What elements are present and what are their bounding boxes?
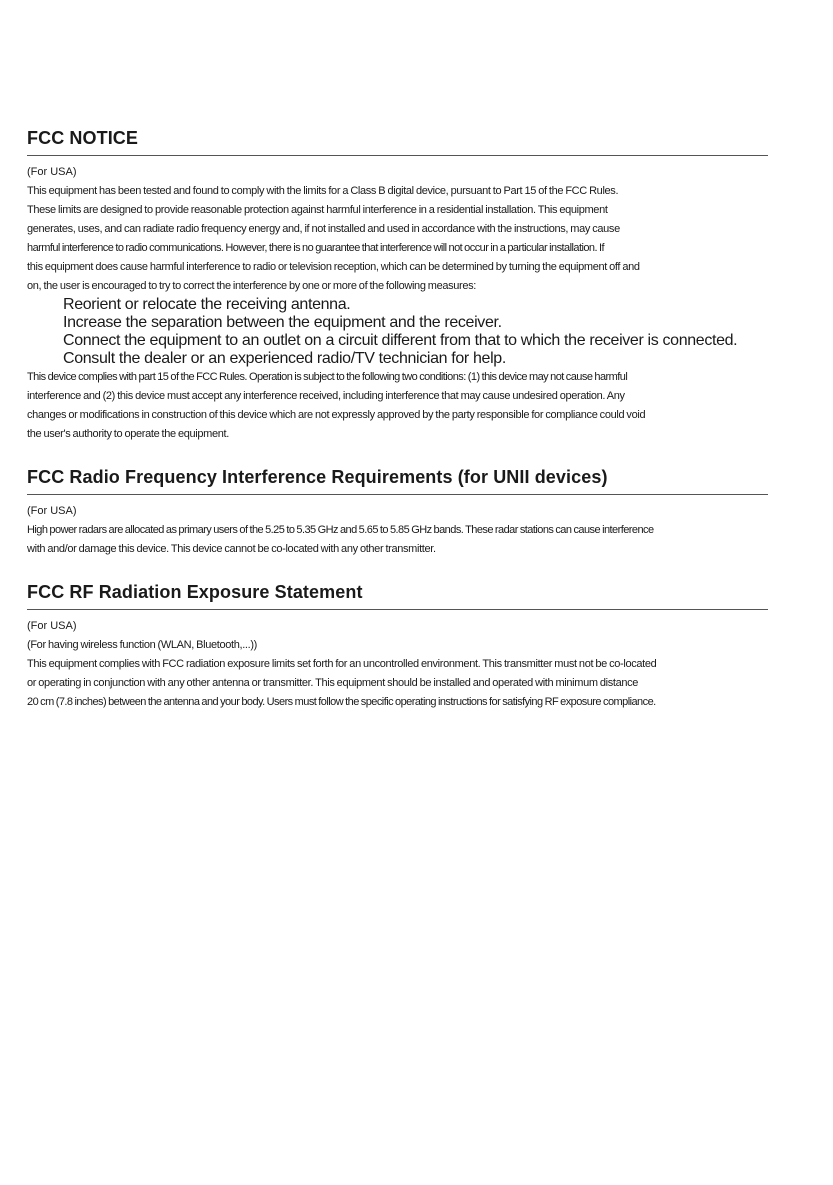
- fcc-rf-exposure-section: [27, 580, 768, 712]
- text-line: High power radars are allocated as primary users of the 5.25 to 5.35 GHz and 5.65 to 5.85 GHz bands. These radar stations can cause interference: [27, 524, 654, 536]
- for-usa-label: (For USA): [27, 166, 77, 178]
- measure-item: Increase the separation between the equipment and the receiver.: [63, 314, 502, 331]
- text-line: or operating in conjunction with any other antenna or transmitter. This equipment should be installed and operated with minimum distance: [27, 677, 639, 689]
- text-line: interference and (2) this device must accept any interference received, including interference that may cause undesired operation. Any: [27, 390, 625, 402]
- measure-item: Reorient or relocate the receiving antenna.: [63, 296, 351, 313]
- text-line: (For having wireless function (WLAN, Bluetooth,...)): [27, 639, 257, 651]
- text-line: the user's authority to operate the equipment.: [27, 428, 229, 440]
- measures-list: [27, 296, 768, 368]
- text-line: This device complies with part 15 of the FCC Rules. Operation is subject to the following two conditions: (1) this device may not cause harmful: [27, 371, 628, 383]
- text-line: with and/or damage this device. This device cannot be co-located with any other transmitter.: [27, 543, 436, 555]
- text-line: generates, uses, and can radiate radio frequency energy and, if not installed and used in accordance with the instructions, may cause: [27, 223, 620, 235]
- fcc-unii-section: [27, 465, 768, 559]
- rf-exposure-paragraph: [27, 655, 768, 712]
- text-line: These limits are designed to provide reasonable protection against harmful interference in a residential installation. This equipment: [27, 204, 608, 216]
- unii-paragraph: [27, 521, 768, 559]
- text-line: changes or modifications in construction of this device which are not expressly approved by the party responsible for compliance could void: [27, 409, 646, 421]
- wireless-function-note: [27, 636, 768, 655]
- for-usa-label: (For USA): [27, 505, 77, 517]
- measure-item: Connect the equipment to an outlet on a circuit different from that to which the receiver is connected.: [63, 332, 738, 349]
- for-usa-label: (For USA): [27, 620, 77, 632]
- fcc-notice-paragraph-1: [27, 182, 768, 296]
- fcc-notice-section: [27, 126, 768, 444]
- text-line: harmful interference to radio communications. However, there is no guarantee that interference will not occur in a particular installation. If: [27, 242, 605, 254]
- text-line: 20 cm (7.8 inches) between the antenna and your body. Users must follow the specific operating instructions for satisfying RF exposure compliance.: [27, 696, 656, 708]
- section-heading-rf-exposure: FCC RF Radiation Exposure Statement: [27, 580, 768, 610]
- text-line: this equipment does cause harmful interference to radio or television reception, which can be determined by turning the equipment off and: [27, 261, 640, 273]
- text-line: on, the user is encouraged to try to correct the interference by one or more of the following measures:: [27, 280, 476, 292]
- fcc-notice-paragraph-2: [27, 368, 768, 444]
- text-line: This equipment complies with FCC radiation exposure limits set forth for an uncontrolled environment. This transmitter must not be co-located: [27, 658, 657, 670]
- document-page: [27, 126, 768, 712]
- section-heading-fcc-notice: FCC NOTICE: [27, 126, 768, 156]
- measure-item: Consult the dealer or an experienced radio/TV technician for help.: [63, 350, 506, 367]
- text-line: This equipment has been tested and found to comply with the limits for a Class B digital device, pursuant to Part 15 of the FCC Rules.: [27, 185, 619, 197]
- section-heading-unii: FCC Radio Frequency Interference Requirements (for UNII devices): [27, 465, 768, 495]
